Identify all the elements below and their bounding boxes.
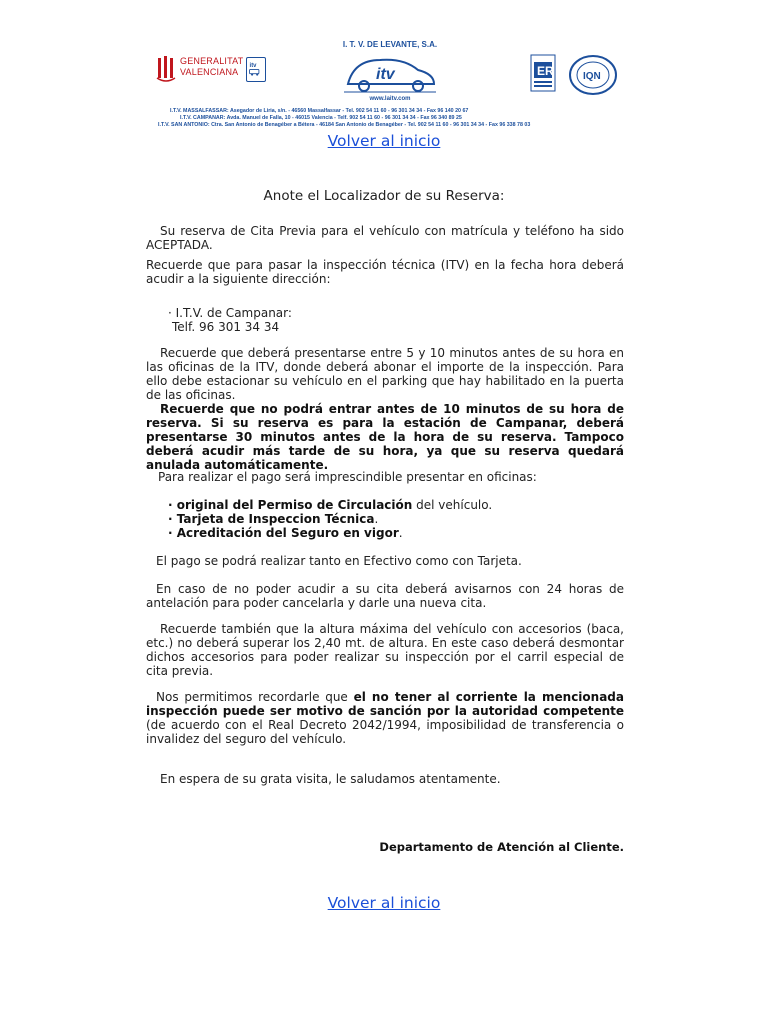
generalitat-text: GENERALITAT VALENCIANA <box>180 56 244 77</box>
signature: Departamento de Atención al Cliente. <box>379 840 624 854</box>
closing-paragraph: En espera de su grata visita, le saludamos atentamente. <box>160 772 501 786</box>
letter-body <box>146 224 624 786</box>
address-campanar: I.T.V. CAMPANAR: Avda. Manuel de Falla, 10 - 46015 Valencia - Telf. 902 54 11 60 - 96 301 34 34 - Fax 96 340 89 25 <box>180 115 462 121</box>
itv-car-icon <box>340 52 440 98</box>
station-phone: Telf. 96 301 34 34 <box>172 320 280 334</box>
address-san-antonio: I.T.V. SAN ANTONIO: Ctra. San Antonio de Benagéber a Bétera - 46184 San Antonio de Benagéber - Tel. 902 54 11 60 - 96 301 34 34 - Fax 96 338 78 03 <box>158 122 531 128</box>
payment-methods: El pago se podrá realizar tanto en Efectivo como con Tarjeta. <box>156 554 522 568</box>
list-item: · Tarjeta de Inspeccion Técnica. <box>168 512 379 526</box>
sanction-paragraph: Nos permitimos recordarle que el no tener al corriente la mencionada inspección puede ser motivo de sanción por la autoridad competente (de acuerdo con el Real Decreto 2042/1994, imposibilidad de transferencia o invalidez del seguro del vehículo. <box>146 690 624 746</box>
acceptance-paragraph: Su reserva de Cita Previa para el vehículo con matrícula y teléfono ha sido ACEPTADA. <box>146 224 624 252</box>
letterhead <box>150 40 630 132</box>
svg-text:itv: itv <box>376 66 395 83</box>
back-home-link-bottom[interactable]: Volver al inicio <box>327 894 441 912</box>
svg-text:ER: ER <box>537 64 554 78</box>
height-limit-paragraph: Recuerde también que la altura máxima del vehículo con accesorios (baca, etc.) no deberá superar los 2,40 mt. de altura. En este caso deberá desmontar dichos accesorios para poder realizar su inspección por el carril especial de cita previa. <box>146 622 624 678</box>
required-documents-list <box>146 498 624 554</box>
warning-text: Recuerde que no podrá entrar antes de 10 minutos de su hora de reserva. Si su reserva es para la estación de Campanar, deberá presentarse 30 minutos antes de la hora de su reserva. Tampoco deberá acudir más tarde de su hora, ya que su reserva quedará anulada automáticamente. <box>146 402 624 472</box>
company-website: www.laitv.com <box>369 96 411 102</box>
back-home-link-top[interactable]: Volver al inicio <box>327 132 441 150</box>
iqnet-certification-icon <box>568 54 618 96</box>
address-intro-paragraph: Recuerde que para pasar la inspección técnica (ITV) en la fecha hora deberá acudir a la siguiente dirección: <box>146 258 624 286</box>
itv-levante-logo <box>332 40 448 106</box>
station-name: · I.T.V. de Campanar: <box>168 306 292 320</box>
arrival-paragraph: Recuerde que deberá presentarse entre 5 y 10 minutos antes de su hora en las oficinas de la ITV, donde deberá abonar el importe de la inspección. Para ello debe estacionar su vehículo en el parking que hay habilitado en la puerta de las oficinas. <box>146 346 624 402</box>
station-address <box>146 306 624 346</box>
address-massalfassar: I.T.V. MASSALFASSAR: Asegador de Liria, s/n. - 46560 Massalfassar - Tel. 902 54 11 60 - 96 301 34 34 - Fax 96 140 20 67 <box>170 108 469 114</box>
svg-text:IQN: IQN <box>583 71 601 82</box>
warning-paragraph <box>146 402 624 470</box>
station-addresses <box>150 108 630 129</box>
payment-intro: Para realizar el pago será imprescindible presentar en oficinas: <box>158 470 537 484</box>
cancellation-paragraph: En caso de no poder acudir a su cita deberá avisarnos con 24 horas de antelación para poder cancelarla y darle una nueva cita. <box>146 582 624 610</box>
itv-badge-icon <box>246 57 266 82</box>
list-item: · Acreditación del Seguro en vigor. <box>168 526 403 540</box>
page-title: Anote el Localizador de su Reserva: <box>263 188 505 204</box>
svg-text:itv: itv <box>249 62 257 69</box>
list-item: · original del Permiso de Circulación del vehículo. <box>168 498 493 512</box>
company-name: I. T. V. DE LEVANTE, S.A. <box>342 40 438 49</box>
generalitat-emblem-icon <box>156 54 176 82</box>
generalitat-logo <box>156 52 248 84</box>
enac-certification-icon <box>530 54 556 92</box>
